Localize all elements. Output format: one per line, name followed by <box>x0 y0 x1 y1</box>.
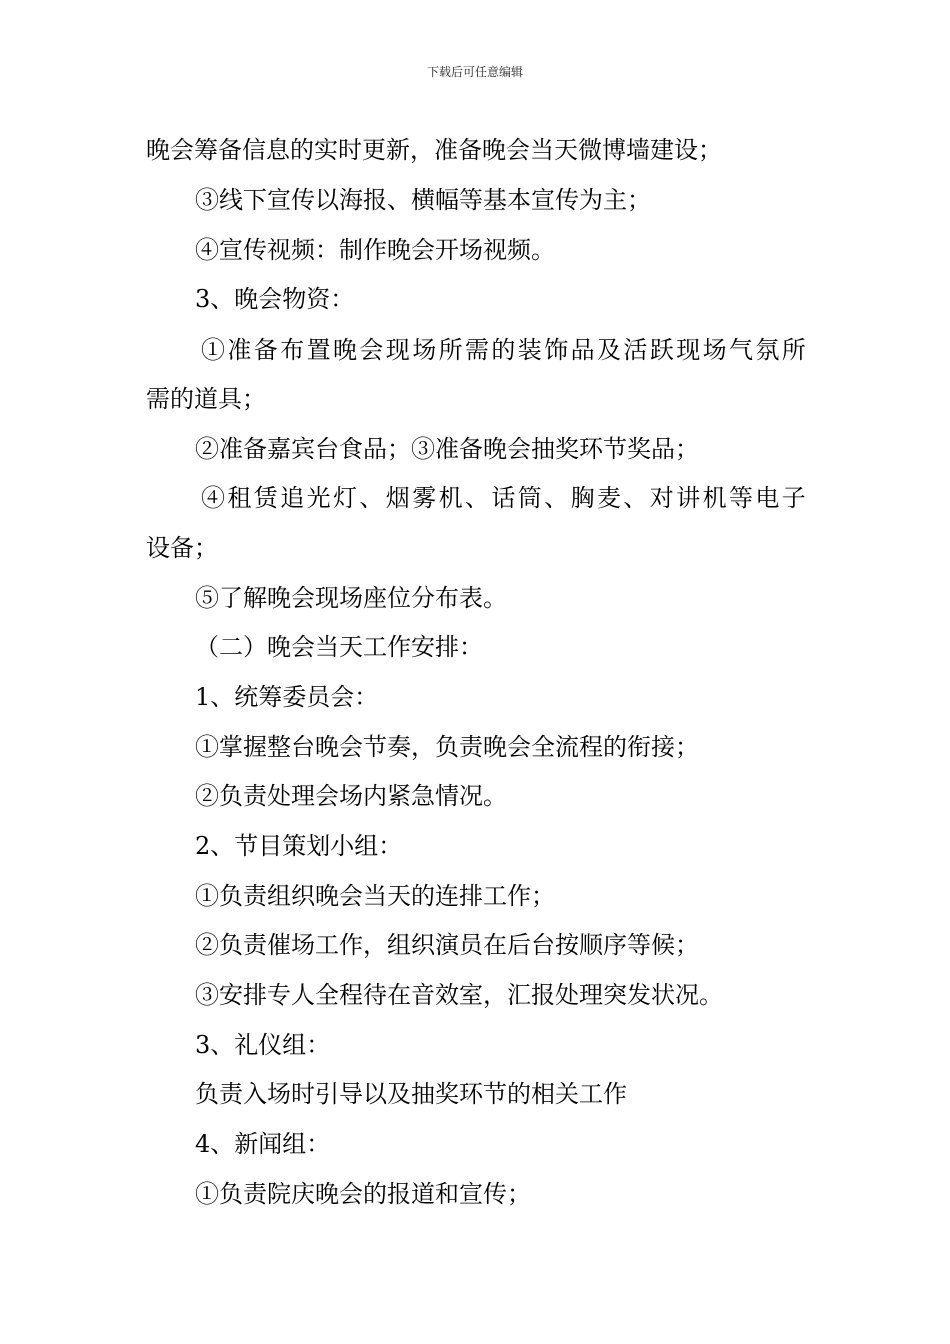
body-line: ④租赁追光灯、烟雾机、话筒、胸麦、对讲机等电子 <box>201 484 809 512</box>
body-line: 3、礼仪组： <box>195 1031 331 1059</box>
body-line: ②负责催场工作，组织演员在后台按顺序等候； <box>195 931 699 959</box>
body-line: 1、统筹委员会： <box>195 683 379 711</box>
body-line: 负责入场时引导以及抽奖环节的相关工作 <box>195 1080 627 1108</box>
body-line: 设备； <box>146 534 218 562</box>
body-line: ⑤了解晚会现场座位分布表。 <box>195 584 507 612</box>
body-line: ②负责处理会场内紧急情况。 <box>195 782 507 810</box>
body-line: 需的道具； <box>146 385 266 413</box>
body-line: （二）晚会当天工作安排： <box>195 633 483 661</box>
body-line: ②准备嘉宾台食品；③准备晚会抽奖环节奖品； <box>195 435 699 463</box>
body-line: ④宣传视频：制作晚会开场视频。 <box>195 236 555 264</box>
body-line: 3、晚会物资： <box>195 285 355 313</box>
body-line: 晚会筹备信息的实时更新，准备晚会当天微博墙建设； <box>146 136 722 164</box>
page-header: 下载后可任意编辑 <box>426 65 523 79</box>
body-line: ①负责组织晚会当天的连排工作； <box>195 882 555 910</box>
body-line: ③线下宣传以海报、横幅等基本宣传为主； <box>195 186 651 214</box>
body-line: ③安排专人全程待在音效室，汇报处理突发状况。 <box>195 981 723 1009</box>
body-line: ①负责院庆晚会的报道和宣传； <box>195 1180 531 1208</box>
body-line: ①准备布置晚会现场所需的装饰品及活跃现场气氛所 <box>201 336 809 364</box>
body-line: 4、新闻组： <box>195 1130 331 1158</box>
body-line: 2、节目策划小组： <box>195 832 403 860</box>
body-line: ①掌握整台晚会节奏，负责晚会全流程的衔接； <box>195 733 699 761</box>
